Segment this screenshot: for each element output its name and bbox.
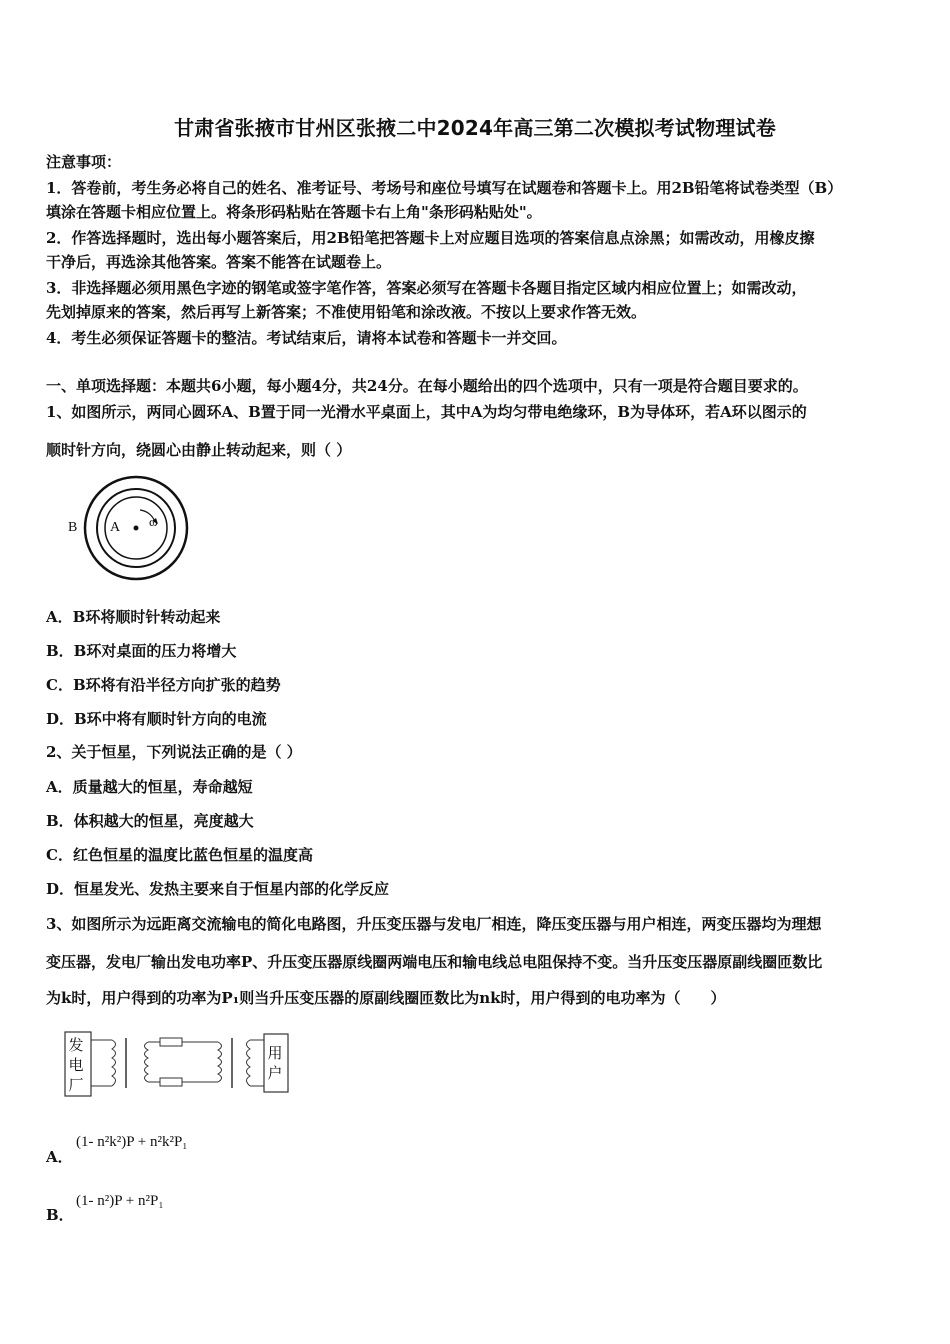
question-1-stem: 1、如图所示，两同心圆环A、B置于同一光滑水平桌面上，其中A为均匀带电绝缘环，B为导体环，若A环以图示的 <box>46 403 807 421</box>
ring-figure <box>66 474 196 582</box>
ring-b-label: B <box>68 520 78 535</box>
option-a-label: A． <box>46 1148 73 1166</box>
circuit-figure <box>60 1030 300 1100</box>
section-heading: 一、单项选择题：本题共6小题，每小题4分，共24分。在每小题给出的四个选项中，只有一项是符合题目要求的。 <box>46 377 808 395</box>
question-3-stem: 变压器，发电厂输出发电功率P、升压变压器原线圈两端电压和输电线总电阻保持不变。当升压变压器原副线圈匝数比 <box>46 953 823 971</box>
center-point <box>134 526 139 531</box>
step-up-secondary-coil <box>145 1042 149 1082</box>
option-c: C．B环将有沿半径方向扩张的趋势 <box>46 676 281 694</box>
power-plant-label: 发电厂 <box>68 1036 84 1094</box>
omega-label: ω <box>149 514 158 529</box>
option-d: D．恒星发光、发热主要来自于恒星内部的化学反应 <box>46 880 390 898</box>
option-a: A．B环将顺时针转动起来 <box>46 608 221 626</box>
step-down-primary-coil <box>218 1042 222 1082</box>
question-1-stem: 顺时针方向，绕圆心由静止转动起来，则（ ） <box>46 441 352 459</box>
notice-line: 4．考生必须保证答题卡的整洁。考试结束后，请将本试卷和答题卡一并交回。 <box>46 329 567 347</box>
notice-line: 干净后，再选涂其他答案。答案不能答在试题卷上。 <box>46 253 392 271</box>
question-3-stem: 3、如图所示为远距离交流输电的简化电路图，升压变压器与发电厂相连，降压变压器与用户相连，两变压器均为理想 <box>46 915 822 933</box>
option-b: B．体积越大的恒星，亮度越大 <box>46 812 254 830</box>
question-3-stem: 为k时，用户得到的功率为P₁则当升压变压器的原副线圈匝数比为nk时，用户得到的电功率为（ ） <box>46 989 726 1007</box>
step-up-primary-coil <box>112 1040 116 1086</box>
option-b-formula: (1- n²)P + n²P₁ <box>76 1193 164 1209</box>
option-a: A．质量越大的恒星，寿命越短 <box>46 778 253 796</box>
user-label: 用户 <box>267 1044 283 1082</box>
option-b: B．B环对桌面的压力将增大 <box>46 642 237 660</box>
step-down-secondary-coil <box>247 1040 251 1086</box>
option-b-label: B． <box>46 1206 74 1224</box>
page-title: 甘肃省张掖市甘州区张掖二中2024年高三第二次模拟考试物理试卷 <box>174 116 776 140</box>
notice-heading: 注意事项： <box>46 153 122 171</box>
notice-line: 1．答卷前，考生务必将自己的姓名、准考证号、考场号和座位号填写在试题卷和答题卡上。用2B铅笔将试卷类型（B） <box>46 179 843 197</box>
notice-line: 填涂在答题卡相应位置上。将条形码粘贴在答题卡右上角"条形码粘贴处"。 <box>46 203 542 221</box>
line-resistor-bottom <box>160 1078 182 1086</box>
option-d: D．B环中将有顺时针方向的电流 <box>46 710 267 728</box>
option-c: C．红色恒星的温度比蓝色恒星的温度高 <box>46 846 313 864</box>
notice-line: 3．非选择题必须用黑色字迹的钢笔或签字笔作答，答案必须写在答题卡各题目指定区域内相应位置上；如需改动， <box>46 279 807 297</box>
notice-line: 2．作答选择题时，选出每小题答案后，用2B铅笔把答题卡上对应题目选项的答案信息点涂黑；如需改动，用橡皮擦 <box>46 229 815 247</box>
question-2-stem: 2、关于恒星，下列说法正确的是（ ） <box>46 743 302 761</box>
notice-line: 先划掉原来的答案，然后再写上新答案；不准使用铅笔和涂改液。不按以上要求作答无效。 <box>46 303 647 321</box>
option-a-formula: (1- n²k²)P + n²k²P₁ <box>76 1134 188 1150</box>
line-resistor-top <box>160 1038 182 1046</box>
ring-a-label: A <box>110 520 121 535</box>
